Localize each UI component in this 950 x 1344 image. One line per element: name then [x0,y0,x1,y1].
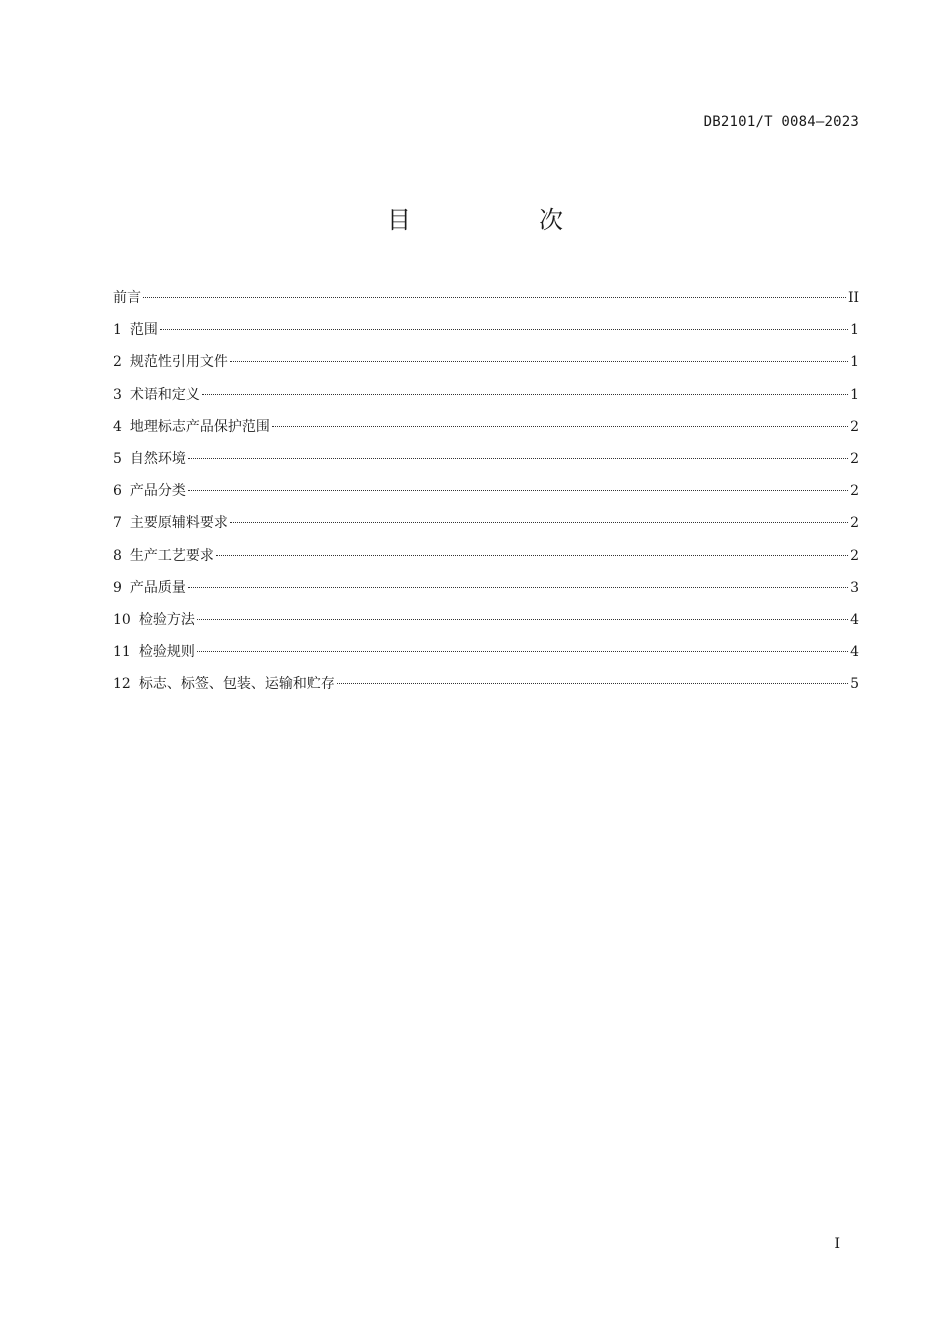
toc-entry-7[interactable] [113,511,859,543]
dot-leader [197,651,848,652]
toc-entry-text: 标志、标签、包装、运输和贮存 [138,676,335,693]
toc-entry-label [113,350,228,374]
toc-entry-2[interactable] [113,350,859,382]
toc-entry-label [113,640,195,664]
toc-entry-page: 1 [850,354,859,371]
toc-entry-4[interactable] [113,415,859,447]
toc-entry-10[interactable] [113,608,859,640]
dot-leader [216,555,848,556]
toc-entry-11[interactable] [113,640,859,672]
dot-leader [272,426,848,427]
toc-entry-label [113,672,335,696]
toc-entry-6[interactable] [113,479,859,511]
toc-entry-page: 5 [850,676,859,693]
toc-entry-1[interactable] [113,318,859,350]
toc-entry-text: 检验规则 [138,644,195,661]
dot-leader [188,458,848,459]
toc-entry-page: 2 [850,483,859,500]
toc-entry-label [113,511,228,535]
toc-entry-label [113,479,186,503]
toc-entry-text: 规范性引用文件 [129,354,228,371]
toc-entry-label [113,576,186,600]
toc-entry-number: 9 [113,579,122,596]
toc-entry-page: 4 [850,611,859,628]
toc-entry-label: 前言 [113,290,141,306]
document-code: DB2101/T 0084—2023 [703,114,859,130]
toc-entry-label [113,415,270,439]
toc-entry-label [113,383,200,407]
toc-entry-page: 2 [850,418,859,435]
toc-entry-text: 产品质量 [129,579,186,596]
toc-entry-text: 主要原辅料要求 [129,515,228,532]
toc-entry-number: 6 [113,483,122,500]
toc-entry-number: 12 [113,676,131,693]
toc-entry-page: 2 [850,515,859,532]
dot-leader [202,394,848,395]
toc-entry-page: 2 [850,450,859,467]
toc-entry-page: 4 [850,644,859,661]
toc-entry-label [113,544,214,568]
toc-entry-page: 1 [850,386,859,403]
toc-entry-number: 8 [113,547,122,564]
toc-entry-label [113,447,186,471]
toc-entry-8[interactable] [113,544,859,576]
dot-leader [143,297,846,298]
toc-entry-page: 1 [850,322,859,339]
toc-entry-text: 地理标志产品保护范围 [129,418,270,435]
toc-entry-text: 检验方法 [138,611,195,628]
toc-entry-number: 5 [113,450,122,467]
toc-entry-3[interactable] [113,383,859,415]
toc-entry-number: 10 [113,611,131,628]
toc-entry-number: 3 [113,386,122,403]
toc-entry-number: 1 [113,322,122,339]
toc-title: 目 次 [387,206,615,234]
toc-entry-number: 2 [113,354,122,371]
toc-entry-text: 自然环境 [129,450,186,467]
dot-leader [197,619,848,620]
toc-entry-9[interactable] [113,576,859,608]
toc-entry-text: 术语和定义 [129,386,200,403]
dot-leader [160,329,848,330]
table-of-contents [113,286,859,704]
toc-entry-text: 范围 [129,322,158,339]
toc-entry-number: 7 [113,515,122,532]
toc-entry-number: 11 [113,644,131,661]
toc-entry-text: 生产工艺要求 [129,547,214,564]
toc-entry-foreword[interactable] [113,286,859,318]
toc-entry-label [113,318,158,342]
toc-entry-5[interactable] [113,447,859,479]
toc-entry-12[interactable] [113,672,859,704]
toc-entry-text: 产品分类 [129,483,186,500]
toc-entry-label [113,608,195,632]
dot-leader [188,490,848,491]
dot-leader [230,361,848,362]
toc-entry-number: 4 [113,418,122,435]
toc-entry-page: II [847,290,859,306]
toc-entry-page: 2 [850,547,859,564]
dot-leader [188,587,848,588]
page-number: I [834,1236,840,1252]
dot-leader [230,522,848,523]
toc-entry-page: 3 [850,579,859,596]
dot-leader [337,683,848,684]
